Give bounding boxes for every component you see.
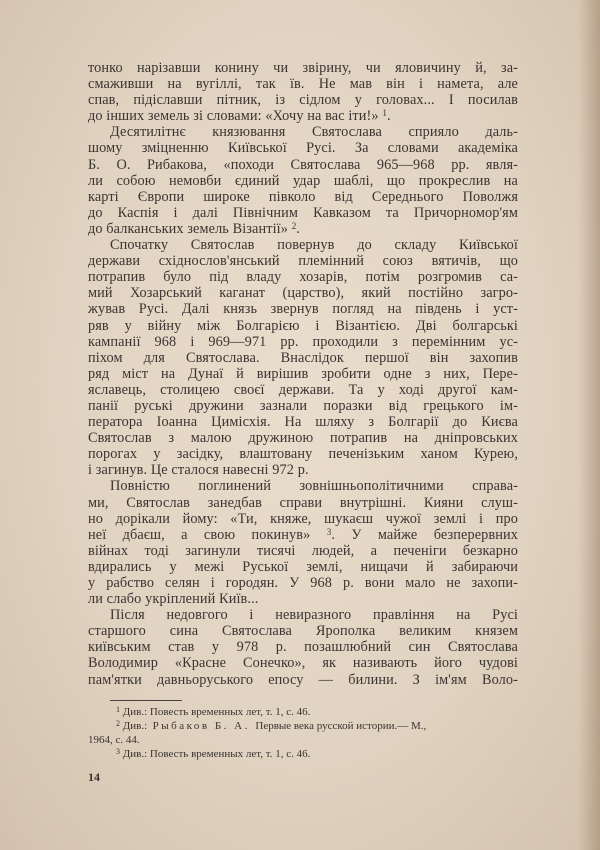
footnote-text: Див.: Повесть временных лет, т. 1, с. 46. [122, 706, 311, 718]
text-line: київським став у 978 р. позашлюбний син Святослава [88, 639, 518, 656]
page-number: 14 [88, 770, 100, 784]
footnote-prefix: Див.: [122, 720, 148, 732]
page-edge-shadow [578, 0, 600, 850]
text-line: кампанії 968 і 969—971 рр. проходили з перемінним ус- [88, 333, 518, 350]
text-line: ряв у війну між Болгарією і Візантією. Дві болгарські [88, 317, 518, 334]
text-line: Десятилітнє князювання Святослава сприяло даль- [110, 124, 518, 141]
text-line: яславець, столицею своєї держави. Та у ході другої кам- [88, 381, 518, 398]
footnote-divider [110, 700, 182, 701]
text-line: шому зміцненню Київської Русі. За словами академіка [88, 140, 518, 157]
text-line: Повністю поглинений зовнішньополітичними справа- [110, 478, 518, 495]
text-line: ли слабо укріплений Київ... [88, 591, 259, 608]
text-line [88, 221, 518, 237]
text: . [386, 108, 391, 125]
text-line: пам'ятки давньоруського епосу — билини. З ім'ям Воло- [88, 671, 518, 688]
footnote-ref: 2 [291, 220, 297, 231]
footnote-author: Рыбаков Б. А. [152, 720, 250, 732]
text-line: жував Русі. Далі князь звернув погляд на південь і уст- [88, 301, 518, 318]
text-line: карті Європи широке півколо від Середнього Поволжя [88, 188, 518, 205]
text-line: ли собою немовби єдиний удар шаблі, що прокреслив на [88, 172, 518, 189]
text-line: у рабство селян і городян. У 968 р. вони мало не захопи- [88, 575, 518, 591]
footnote-number: 2 [116, 719, 120, 728]
footnote-text: Див.: Повесть временных лет, т. 1, с. 46. [122, 748, 311, 760]
footnote-number: 1 [116, 705, 120, 714]
text-line: Володимир «Красне Сонечко», як називають його чудові [88, 655, 518, 672]
footnote-ref: 1 [382, 108, 387, 119]
text-line: Після недовгого і невиразного правління на Русі [110, 607, 518, 624]
text-line: но дорікали йому: «Ти, княже, шукаєш чужої землі і про [88, 510, 518, 527]
text-line: війнах тоді загинули тисячі людей, а печеніги безкарно [88, 542, 518, 559]
text-line: тонко нарізавши конину чи звірину, чи яловичину й, за- [88, 60, 518, 76]
text: . [296, 220, 300, 237]
text-line: ми, Святослав занедбав справи внутрішні. Кияни слуш- [88, 494, 518, 511]
text-line: до Каспія і далі Північним Кавказом та Причорномор'ям [88, 204, 518, 221]
text-line: мий Хозарський каганат (царство), який постійно загро- [88, 285, 518, 302]
text-line: Б. О. Рибакова, «походи Святослава 965—968 рр. явля- [88, 156, 518, 173]
text-line: і загинув. Це сталося навесні 972 р. [88, 462, 309, 479]
footnote-ref: 3 [326, 526, 332, 537]
footnote [88, 705, 518, 719]
text-line [88, 108, 518, 124]
text-line: держави східнослов'янський племінний союз вятичів, що [88, 253, 518, 270]
footnotes [88, 705, 518, 761]
text-line: панії руські дружини зазнали поразки від грецького ім- [88, 397, 518, 414]
text-line: ператора Іоанна Цимісхія. На шляху з Болгарії до Києва [88, 414, 518, 431]
text: неї дбаєш, а свою покинув» [88, 526, 311, 543]
text-line: спав, підіславши пітник, із сідлом у головах... І посилав [88, 92, 518, 109]
text-line: смаживши на вугіллі, так їв. Не мав він і намета, але [88, 76, 518, 93]
text-line: старшого сина Святослава Ярополка великим князем [88, 623, 518, 640]
footnote-text: Первые века русской истории.— М., [255, 720, 427, 732]
text-line: Святослав з малою дружиною потрапив на дніпровських [88, 430, 518, 447]
footnote-number: 3 [116, 747, 120, 756]
footnote-continuation: 1964, с. 44. [88, 734, 140, 746]
text-line [88, 527, 518, 543]
footnote [88, 747, 518, 761]
text: до інших земель зі словами: «Хочу на вас іти!» [88, 108, 379, 125]
text-line: порогах у засідку, влаштовану печенізьким ханом Курею, [88, 446, 518, 463]
text-line: ряд міст на Дунаї й вирішив зробити одне з них, Пере- [88, 365, 518, 382]
text: . У майже безперервних [331, 526, 518, 543]
text-line: піхом для Святослава. Внаслідок першої він захопив [88, 349, 518, 366]
text-line: вдирались у межі Руської землі, нищачи й забираючи [88, 558, 518, 575]
footnote [88, 719, 518, 733]
body-text [88, 60, 518, 688]
text: до балканських земель Візантії» [88, 220, 288, 237]
text-line: Спочатку Святослав повернув до складу Київської [110, 237, 518, 254]
text-line: потрапив було під владу хозарів, потім розгромив са- [88, 269, 518, 286]
